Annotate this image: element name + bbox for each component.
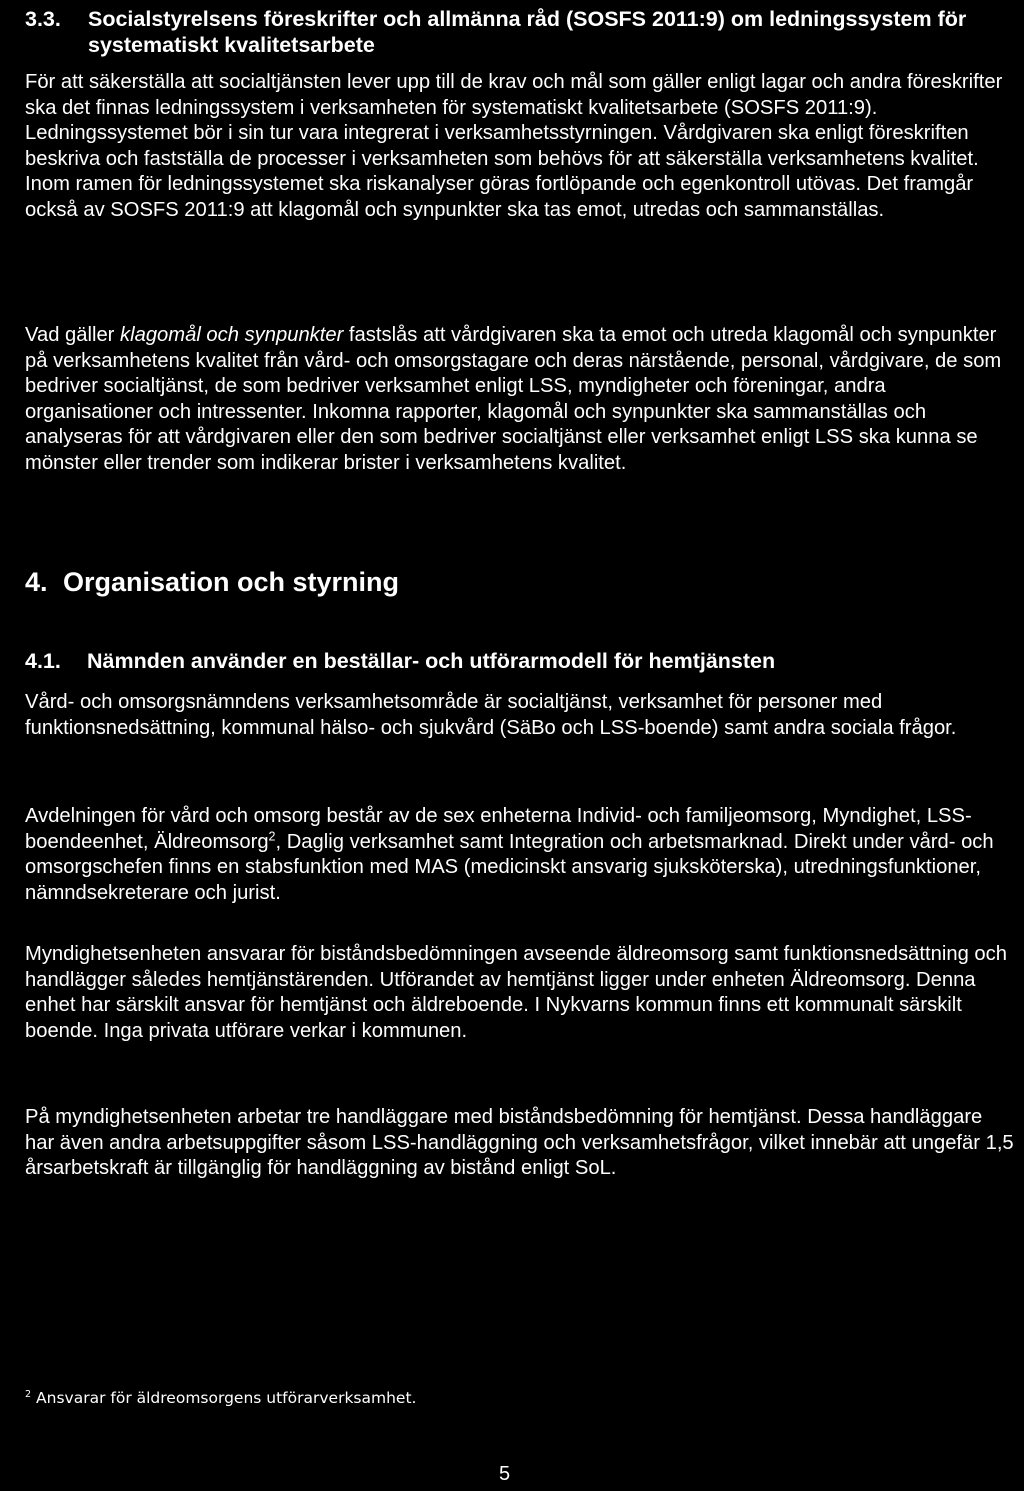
footnote-text: Ansvarar för äldreomsorgens utförarverksamhet. — [36, 1389, 417, 1407]
paragraph-handlaggare: På myndighetsenheten arbetar tre handläggare med biståndsbedömning för hemtjänst. Dessa handläggare har även andra arbetsuppgifter såsom LSS-handläggning och verksamhetsfrågor, vilket innebär att ungefär 1,5 årsarbetskraft är tillgänglig för handläggning av bistånd enligt SoL. — [25, 1106, 1014, 1179]
section-number: 4. — [25, 567, 48, 597]
section-title: Organisation och styrning — [63, 567, 400, 597]
footnote-marker: 2 — [25, 1388, 32, 1400]
section-4-1-heading — [25, 648, 775, 674]
footnote — [25, 1388, 416, 1408]
page-number: 5 — [499, 1463, 511, 1485]
section-number: 3.3. — [25, 7, 61, 31]
section-number: 4.1. — [25, 649, 61, 673]
paragraph-ledningssystem: För att säkerställa att socialtjänsten lever upp till de krav och mål som gäller enligt lagar och andra föreskrifter ska det finnas ledningssystem i verksamheten för systematiskt kvalitetsarbete (SOSFS 2011:9). Ledningssystemet bör i sin tur vara integrerat i verksamhetsstyrningen. Vårdgivaren ska enligt föreskriften beskriva och fastställa de processer i verksamheten som behövs för att säkerställa verksamhetens kvalitet. Inom ramen för ledningssystemet ska riskanalyser göras fortlöpande och egenkontroll utövas. Det framgår också av SOSFS 2011:9 att klagomål och synpunkter ska tas emot, utredas och sammanställas. — [25, 71, 1003, 221]
footnote-reference: 2 — [268, 828, 276, 843]
paragraph-avdelningen: Avdelningen för vård och omsorg består av de sex enheterna Individ- och familjeomsorg, Myndighet, LSS-boendeenhet, Äldreomsorg$^2$, Daglig verksamhet samt Integration och arbetsmarknad. Direkt under vård- och omsorgschefen finns en stabsfunktion med MAS (medicinskt ansvarig sjuksköterska), utredningsfunktioner, nämndsekreterare och jurist. — [25, 805, 994, 904]
section-title: Nämnden använder en beställar- och utförarmodell för hemtjänsten — [87, 649, 776, 673]
emphasis-klagomal-och-synpunkter: klagomål och synpunkter — [120, 324, 344, 346]
paragraph-verksamhetsomrade: Vård- och omsorgsnämndens verksamhetsområde är socialtjänst, verksamhet för personer med funktionsnedsättning, kommunal hälso- och sjukvård (SäBo och LSS-boende) samt andra sociala frågor. — [25, 691, 957, 739]
paragraph-klagomal: Vad gäller klagomål och synpunkter fastslås att vårdgivaren ska ta emot och utreda klagomål och synpunkter på verksamhetens kvalitet från vård- och omsorgstagare och deras närstående, personal, vårdgivare, de som bedriver socialtjänst, de som bedriver verksamhet enligt LSS, myndigheter och föreningar, andra organisationer och intressenter. Inkomna rapporter, klagomål och synpunkter ska sammanställas och analyseras för att vårdgivaren eller den som bedriver socialtjänst eller verksamhet enligt LSS ska kunna se mönster eller trender som indikerar brister i verksamhetens kvalitet. — [25, 324, 1002, 474]
paragraph-myndighetsenheten: Myndighetsenheten ansvarar för biståndsbedömningen avseende äldreomsorg samt funktionsnedsättning och handlägger således hemtjänstärenden. Utförandet av hemtjänst ligger under enheten Äldreomsorg. Denna enhet har särskilt ansvar för hemtjänst och äldreboende. I Nykvarns kommun finns ett kommunalt särskilt boende. Inga privata utförare verkar i kommunen. — [25, 943, 1007, 1042]
section-4-heading — [25, 565, 399, 599]
section-title: Socialstyrelsens föreskrifter och allmänna råd (SOSFS 2011:9) om ledningssystem för systematiskt kvalitetsarbete — [88, 7, 967, 57]
section-3-3-heading — [25, 6, 1005, 58]
